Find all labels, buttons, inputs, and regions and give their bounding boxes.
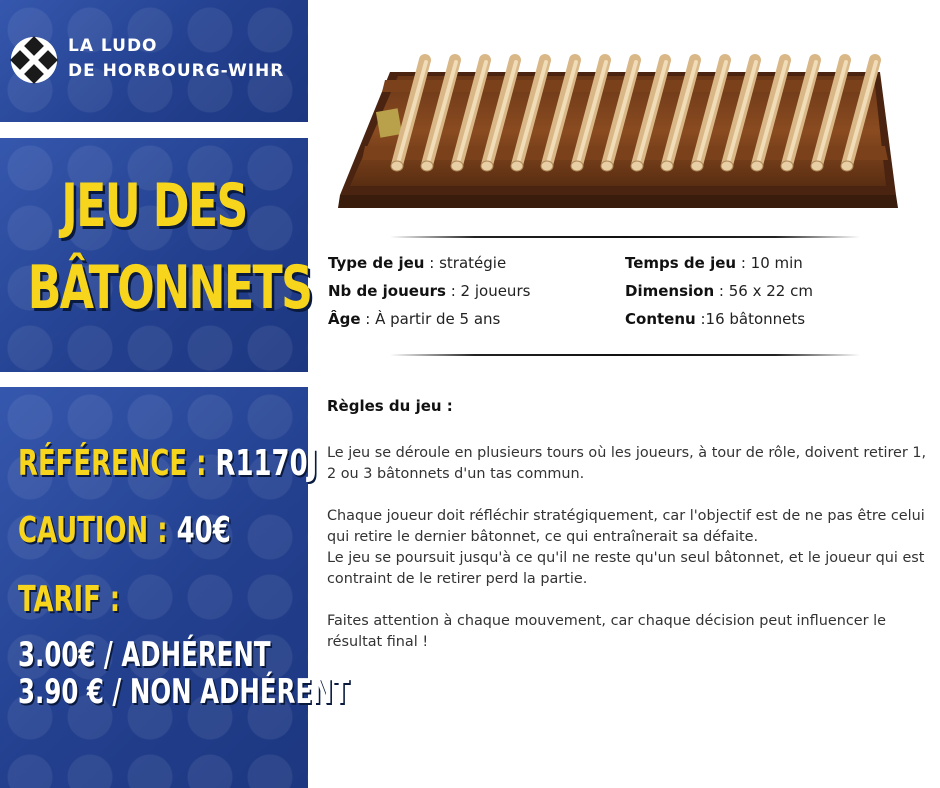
tarif-non-member: 3.90 € / NON ADHÉRENT [18,672,350,712]
checkered-ball-icon [11,37,57,83]
caution-value: 40€ [176,510,231,551]
tarif-label: TARIF : [18,579,121,620]
rules-paragraph-2b: Le jeu se poursuit jusqu'à ce qu'il ne reste qu'un seul bâtonnet, et le joueur qui est contraint de le retirer perd la partie. [327,550,925,587]
spec-type: Type de jeu : stratégie [328,254,507,272]
spec-dimension: Dimension : 56 x 22 cm [625,282,813,300]
reference-value: R1170J [215,443,318,484]
rules-paragraph-1: Le jeu se déroule en plusieurs tours où les joueurs, à tour de rôle, doivent retirer 1, 2 ou 3 bâtonnets d'un tas commun. [327,445,927,482]
tarif-member: 3.00€ / ADHÉRENT [18,635,271,675]
rules-paragraph-3: Faites attention à chaque mouvement, car chaque décision peut influencer le résultat final ! [327,613,886,650]
brand-name [68,34,284,84]
spec-age: Âge : À partir de 5 ans [328,310,501,328]
product-image [330,50,910,220]
game-title-line-1: JEU DES [61,171,247,241]
caution-label: CAUTION : [18,510,168,551]
divider-bottom [390,354,860,356]
rules-paragraph-2a: Chaque joueur doit réfléchir stratégiquement, car l'objectif est de ne pas être celui qui retire le dernier bâtonnet, ce qui entraînerait sa défaite. [327,508,925,545]
spec-time: Temps de jeu : 10 min [625,254,803,272]
rules-title: Règles du jeu : [327,397,453,415]
reference-label: RÉFÉRENCE : [18,443,207,484]
spec-players: Nb de joueurs : 2 joueurs [328,282,531,300]
game-title-line-2: BÂTONNETS [27,253,312,323]
reference-row [18,443,317,484]
brand-line-2: DE HORBOURG-WIHR [68,61,285,81]
divider-top [390,236,860,238]
caution-row [18,510,231,551]
logo-panel [0,0,308,122]
brand-line-1: LA LUDO [68,36,158,56]
spec-content: Contenu :16 bâtonnets [625,310,806,328]
title-panel [0,138,312,372]
info-panel [0,387,350,788]
